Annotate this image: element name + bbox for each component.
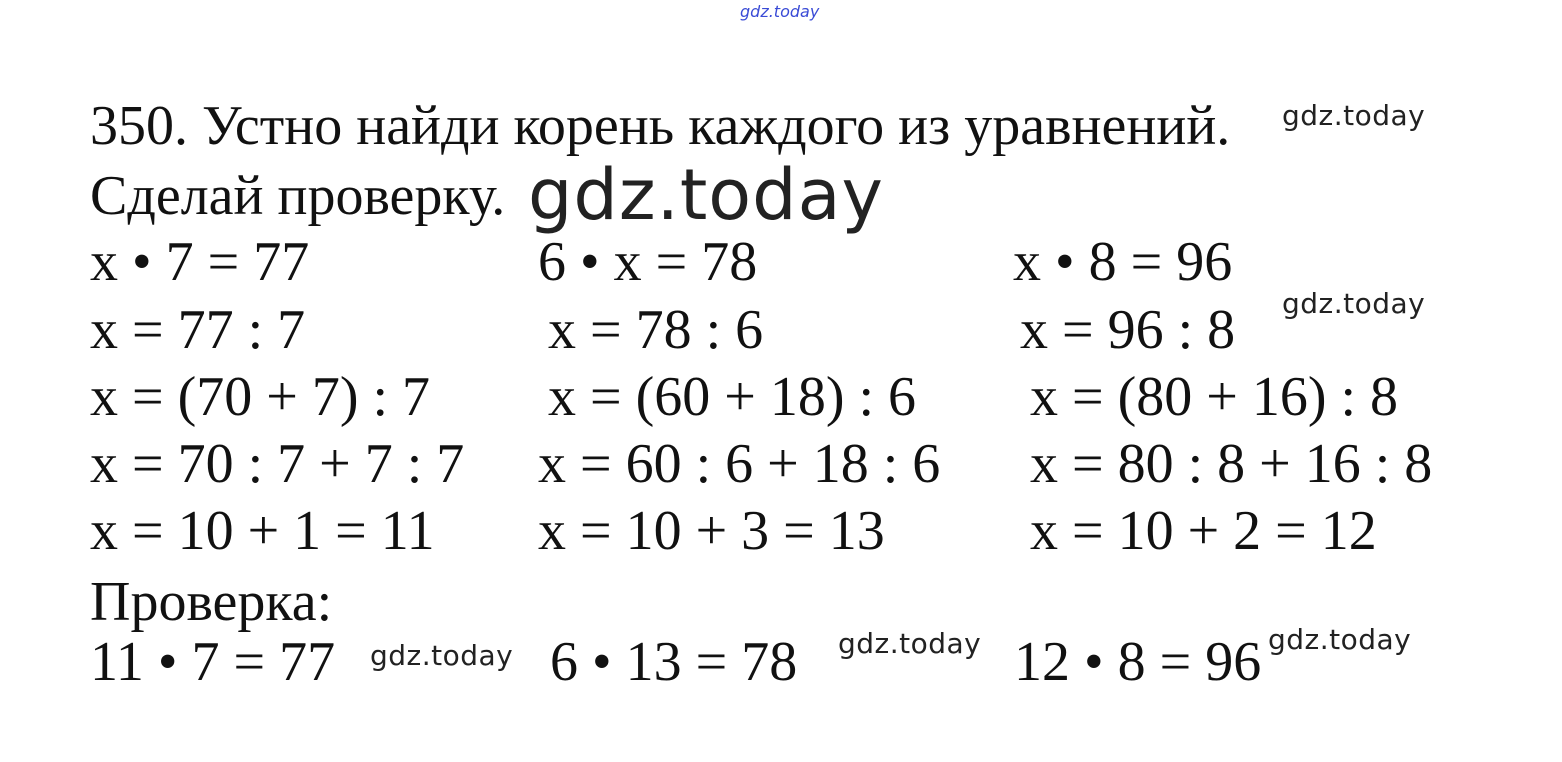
equation-1-line-3: x = (70 + 7) : 7 [90, 366, 431, 428]
watermark: gdz.today [1282, 99, 1426, 132]
check-2: 6 • 13 = 78 [550, 631, 798, 693]
equation-3-line-2: x = 96 : 8 [1020, 299, 1236, 361]
watermark-top: gdz.today [740, 2, 820, 21]
watermark: gdz.today [1282, 287, 1426, 320]
task-title: 350. Устно найди корень каждого из уравнений. [90, 95, 1231, 157]
equation-1-line-5: x = 10 + 1 = 11 [90, 500, 435, 562]
watermark: gdz.today [370, 639, 514, 672]
equation-3-line-3: x = (80 + 16) : 8 [1030, 366, 1399, 428]
equation-2-line-4: x = 60 : 6 + 18 : 6 [538, 433, 941, 495]
task-subtitle: Сделай проверку. [90, 165, 506, 227]
equation-1-line-2: x = 77 : 7 [90, 299, 306, 361]
check-1: 11 • 7 = 77 [90, 631, 336, 693]
equation-2-line-2: x = 78 : 6 [548, 299, 764, 361]
check-3: 12 • 8 = 96 [1014, 631, 1262, 693]
watermark-large: gdz.today [528, 154, 884, 236]
equation-1-line-1: x • 7 = 77 [90, 231, 310, 293]
watermark: gdz.today [1268, 623, 1412, 656]
check-label: Проверка: [90, 571, 333, 633]
equation-3-line-4: x = 80 : 8 + 16 : 8 [1030, 433, 1433, 495]
equation-2-line-1: 6 • x = 78 [538, 231, 758, 293]
equation-3-line-1: x • 8 = 96 [1013, 231, 1233, 293]
equation-3-line-5: x = 10 + 2 = 12 [1030, 500, 1377, 562]
watermark: gdz.today [838, 627, 982, 660]
equation-1-line-4: x = 70 : 7 + 7 : 7 [90, 433, 465, 495]
equation-2-line-3: x = (60 + 18) : 6 [548, 366, 917, 428]
equation-2-line-5: x = 10 + 3 = 13 [538, 500, 885, 562]
